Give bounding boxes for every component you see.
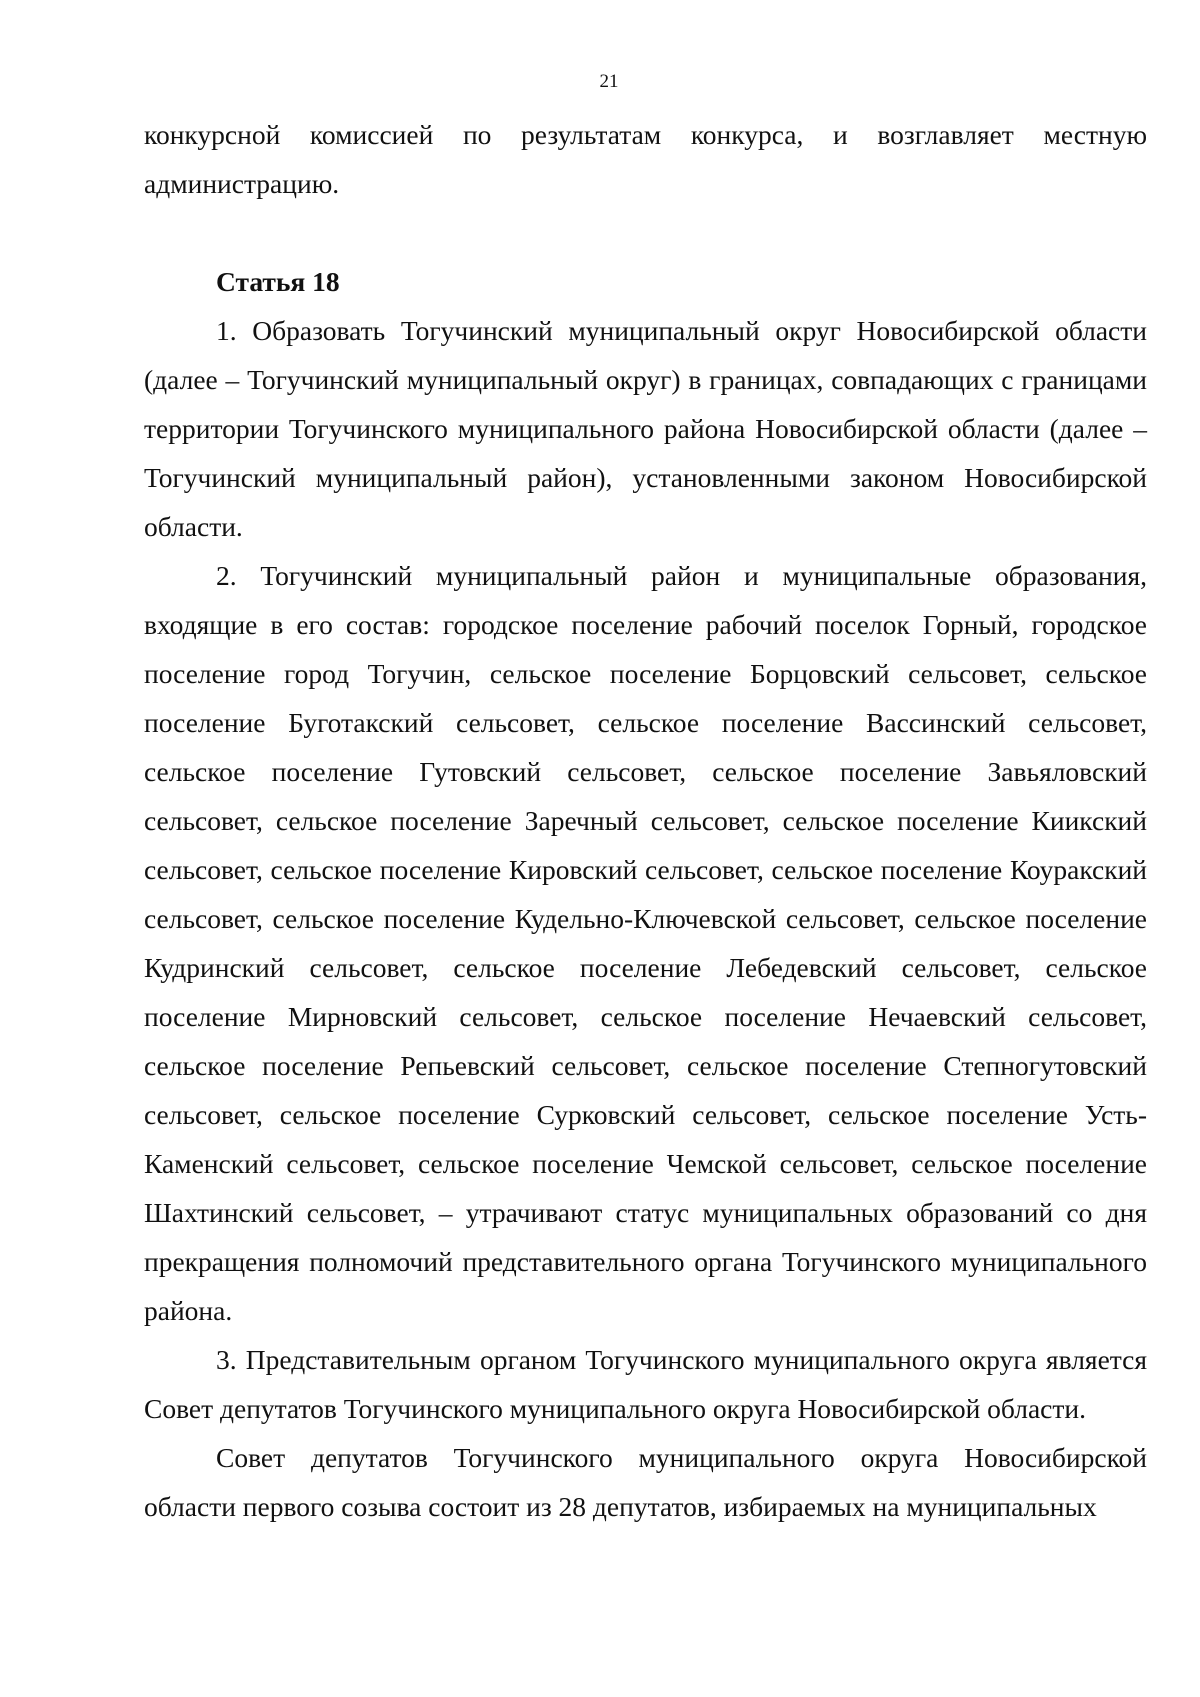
paragraph-1: 1. Образовать Тогучинский муниципальный округ Новосибирской области (далее – Тогучинский муниципальный округ) в границах, совпадающих с границами территории Тогучинского муниципального района Новосибирской области (далее – Тогучинский муниципальный район), установленными законом Новосибирской области.: [144, 315, 1147, 542]
paragraph-2: 2. Тогучинский муниципальный район и муниципальные образования, входящие в его состав: городское поселение рабочий поселок Горный, городское поселение город Тогучин, сельское поселение Борцовский сельсовет, сельское поселение Буготакский сельсовет, сельское поселение Вассинский сельсовет, сельское поселение Гутовский сельсовет, сельское поселение Завьяловский сельсовет, сельское поселение Заречный сельсовет, сельское поселение Киикский сельсовет, сельское поселение Кировский сельсовет, сельское поселение Коуракский сельсовет, сельское поселение Кудельно-Ключевской сельсовет, сельское поселение Кудринский сельсовет, сельское поселение Лебедевский сельсовет, сельское поселение Мирновский сельсовет, сельское поселение Нечаевский сельсовет, сельское поселение Репьевский сельсовет, сельское поселение Степногутовский сельсовет, сельское поселение Сурковский сельсовет, сельское поселение Усть-Каменский сельсовет, сельское поселение Чемской сельсовет, сельское поселение Шахтинский сельсовет, – утрачивают статус муниципальных образований со дня прекращения полномочий представительного органа Тогучинского муниципального района.: [144, 560, 1147, 1326]
paragraph-4: Совет депутатов Тогучинского муниципального округа Новосибирской области первого созыва состоит из 28 депутатов, избираемых на муниципальных: [144, 1442, 1147, 1522]
page-number: 21: [599, 71, 619, 92]
continuation-paragraph: конкурсной комиссией по результатам конкурса, и возглавляет местную администрацию.: [144, 119, 1147, 199]
paragraph-3: 3. Представительным органом Тогучинского муниципального округа является Совет депутатов Тогучинского муниципального округа Новосибирской области.: [144, 1344, 1147, 1424]
document-body: [144, 110, 1147, 1531]
article-heading: Статья 18: [216, 266, 340, 297]
